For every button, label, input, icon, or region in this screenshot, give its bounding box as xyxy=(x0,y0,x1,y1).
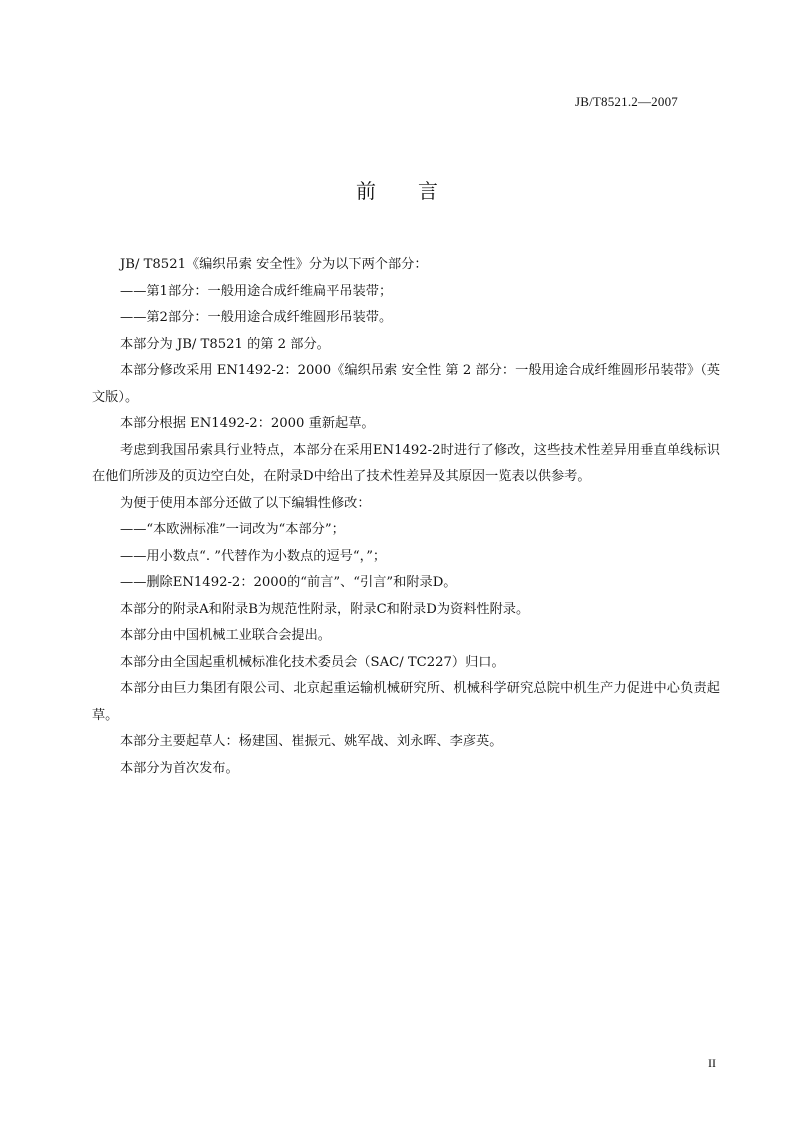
page-number: II xyxy=(708,1056,716,1070)
paragraph-this-part: 本部分为 JB/ T8521 的第 2 部分。 xyxy=(120,336,330,352)
paragraph-intro: JB/ T8521《编织吊索 安全性》分为以下两个部分： xyxy=(120,257,428,272)
paragraph-annexes: 本部分的附录A和附录B为规范性附录，附录C和附录D为资料性附录。 xyxy=(120,601,530,617)
paragraph-editorial-intro: 为便于使用本部分还做了以下编辑性修改： xyxy=(120,495,371,511)
paragraph-part-2: ——第2部分：一般用途合成纤维圆形吊装带。 xyxy=(120,310,393,325)
document-number: JB/T8521.2—2007 xyxy=(574,94,678,109)
paragraph-drafting-organizations: 本部分由巨力集团有限公司、北京起重运输机械研究所、机械科学研究总院中机生产力促进中心负责起草。 xyxy=(92,681,720,723)
paragraph-editorial-1: ——“本欧洲标准”一词改为“本部分”； xyxy=(120,522,345,537)
paragraph-redrafted: 本部分根据 EN1492-2：2000 重新起草。 xyxy=(120,416,375,431)
paragraph-technical-differences: 考虑到我国吊索具行业特点，本部分在采用EN1492-2时进行了修改，这些技术性差异用垂直单线标识在他们所涉及的页边空白处，在附录D中给出了技术性差异及其原因一览表以供参考。 xyxy=(92,442,720,484)
paragraph-part-1: ——第1部分：一般用途合成纤维扁平吊装带； xyxy=(120,283,393,299)
paragraph-proposed-by: 本部分由中国机械工业联合会提出。 xyxy=(120,628,331,643)
paragraph-drafters: 本部分主要起草人：杨建国、崔振元、姚军战、刘永晖、李彦英。 xyxy=(120,734,503,749)
paragraph-editorial-3: ——删除EN1492-2：2000的“前言”、“引言”和附录D。 xyxy=(120,575,457,590)
page-title: 前言 xyxy=(356,179,480,203)
paragraph-first-release: 本部分为首次发布。 xyxy=(120,760,239,776)
foreword-body xyxy=(92,252,720,782)
paragraph-editorial-2: ——用小数点“. ”代替作为小数点的逗号“，”； xyxy=(120,548,387,564)
paragraph-under-jurisdiction: 本部分由全国起重机械标准化技术委员会（SAC/ TC227）归口。 xyxy=(120,654,505,670)
paragraph-adoption: 本部分修改采用 EN1492-2：2000《编织吊索 安全性 第 2 部分：一般用途合成纤维圆形吊装带》（英文版）。 xyxy=(92,363,720,405)
